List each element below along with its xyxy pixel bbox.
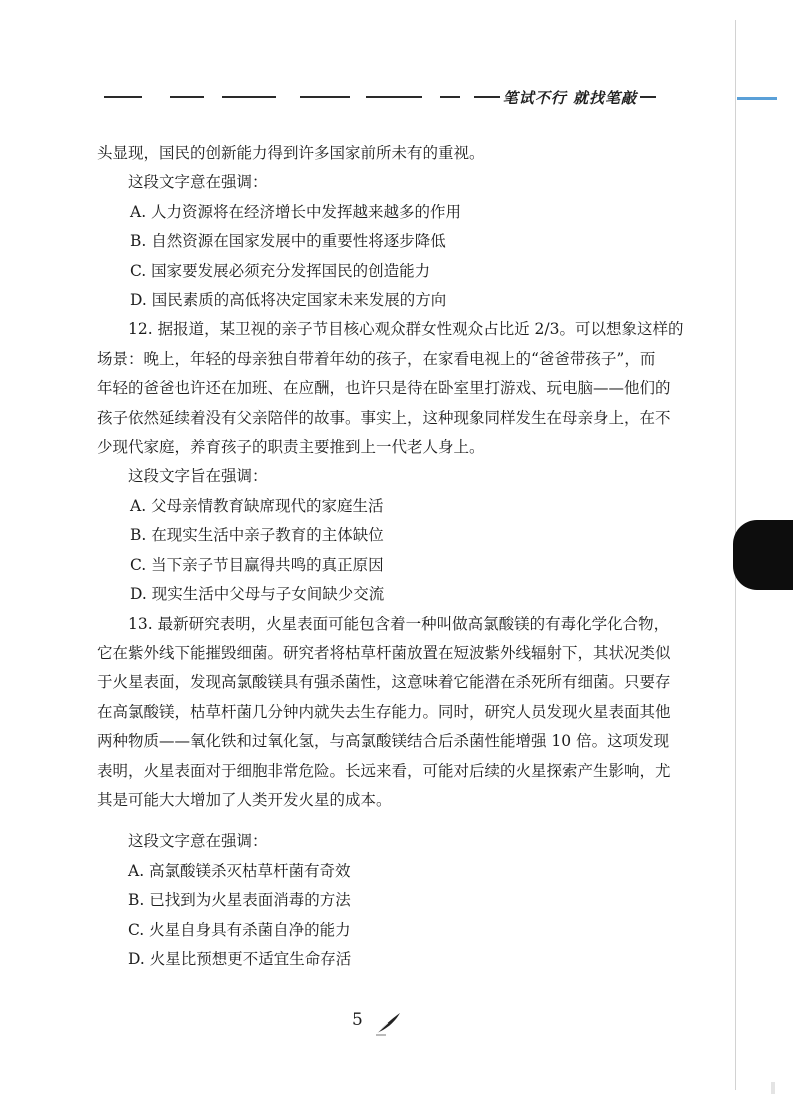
option-c: C. 国家要发展必须充分发挥国民的创造能力 [130, 261, 431, 280]
spacer [97, 815, 679, 827]
question-13-line: 于火星表面，发现高氯酸镁具有强杀菌性，这意味着它能潜在杀死所有细菌。只要存 [97, 673, 671, 692]
option-a: A. 父母亲情教育缺席现代的家庭生活 [130, 496, 384, 515]
option-d: D. 火星比预想更不适宜生命存活 [128, 949, 352, 968]
edge-color-mark [737, 97, 777, 100]
header-slogan: 笔试不行 就找笔敲 [500, 87, 640, 108]
question-13-line: 13. 最新研究表明，火星表面可能包含着一种叫做高氯酸镁的有毒化学化合物， [128, 614, 670, 633]
option-c: C. 火星自身具有杀菌自净的能力 [128, 920, 351, 939]
question-13-line: 它在紫外线下能摧毁细菌。研究者将枯草杆菌放置在短波紫外线辐射下，其状况类似 [97, 643, 671, 662]
question-13-line: 表明，火星表面对于细胞非常危险。长远来看，可能对后续的火星探索产生影响，尤 [97, 761, 671, 780]
page-footer [352, 1010, 412, 1040]
feather-icon [374, 1010, 402, 1036]
option-a: A. 人力资源将在经济增长中发挥越来越多的作用 [130, 202, 462, 221]
header-rule [170, 96, 204, 98]
paragraph-line: 头显现，国民的创新能力得到许多国家前所未有的重视。 [97, 144, 485, 162]
question-stem: 这段文字意在强调： [128, 173, 268, 192]
header-rule [366, 96, 422, 98]
page-number: 5 [352, 1010, 363, 1030]
page-header [104, 88, 656, 108]
question-13-line: 两种物质——氧化铁和过氧化氢，与高氯酸镁结合后杀菌性能增强 10 倍。这项发现 [97, 732, 670, 751]
question-content [97, 139, 684, 974]
option-d: D. 现实生活中父母与子女间缺少交流 [130, 585, 385, 604]
question-stem: 这段文字旨在强调： [128, 467, 268, 486]
question-12-line: 场景：晚上，年轻的母亲独自带着年幼的孩子，在家看电视上的“爸爸带孩子”，而 [97, 349, 656, 368]
option-b: B. 自然资源在国家发展中的重要性将逐步降低 [130, 232, 446, 251]
question-12-line: 孩子依然延续着没有父亲陪伴的故事。事实上，这种现象同样发生在母亲身上，在不 [97, 408, 671, 427]
edge-scan-mark [771, 1082, 775, 1094]
option-b: B. 在现实生活中亲子教育的主体缺位 [130, 526, 384, 545]
header-rule [104, 96, 142, 98]
option-d: D. 国民素质的高低将决定国家未来发展的方向 [130, 291, 447, 310]
header-rule [222, 96, 276, 98]
question-13-line: 其是可能大大增加了人类开发火星的成本。 [97, 790, 392, 809]
option-b: B. 已找到为火星表面消毒的方法 [128, 891, 351, 910]
question-12-line: 少现代家庭，养育孩子的职责主要推到上一代老人身上。 [97, 438, 485, 457]
header-rule [440, 96, 460, 98]
thumb-index-tab [733, 520, 793, 590]
question-stem: 这段文字意在强调： [128, 832, 268, 851]
question-13-line: 在高氯酸镁，枯草杆菌几分钟内就失去生存能力。同时，研究人员发现火星表面其他 [97, 702, 671, 721]
option-c: C. 当下亲子节目赢得共鸣的真正原因 [130, 555, 384, 574]
header-rule [300, 96, 350, 98]
question-12-line: 12. 据报道，某卫视的亲子节目核心观众群女性观众占比近 2/3。可以想象这样的 [128, 320, 684, 339]
option-a: A. 高氯酸镁杀灭枯草杆菌有奇效 [128, 861, 351, 880]
question-12-line: 年轻的爸爸也许还在加班、在应酬，也许只是待在卧室里打游戏、玩电脑——他们的 [97, 379, 671, 398]
